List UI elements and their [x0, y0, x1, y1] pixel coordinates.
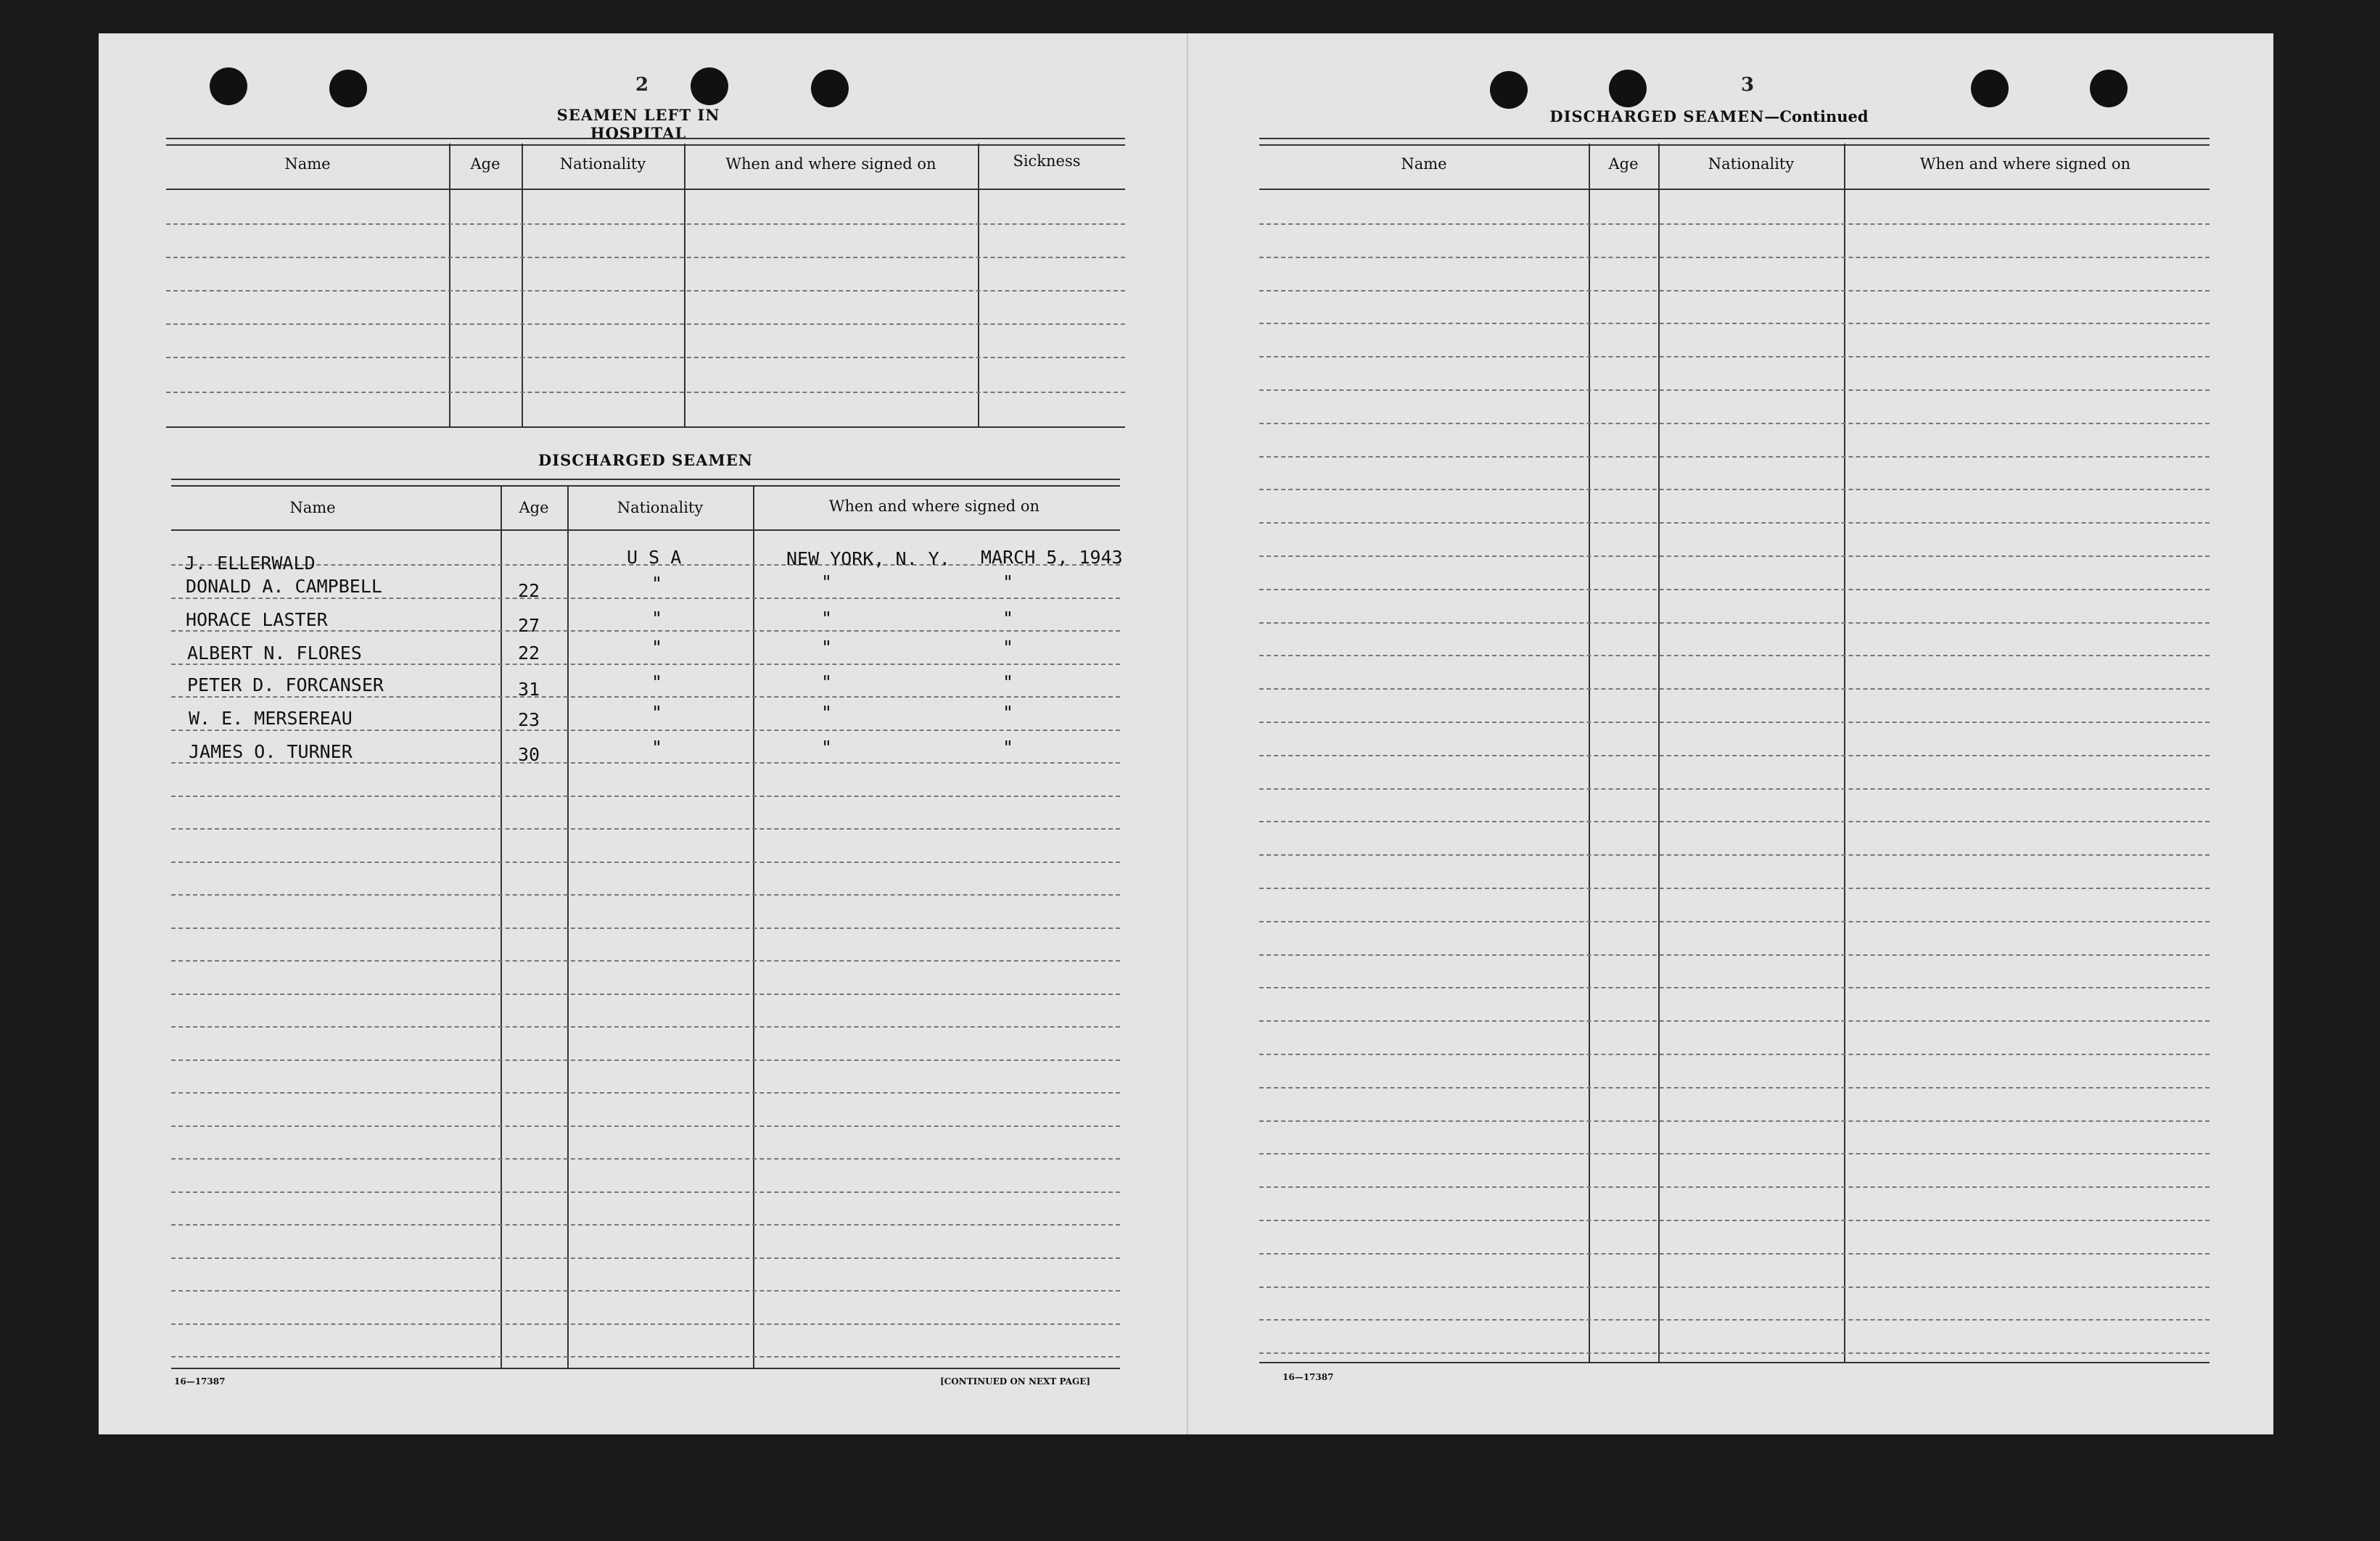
- seaman-signed-place: ": [821, 672, 833, 693]
- seaman-signed-date: MARCH 5, 1943: [981, 547, 1123, 568]
- ruled-line: [1259, 987, 2210, 988]
- seaman-signed-date: ": [1002, 702, 1014, 723]
- page-fold: [1187, 33, 1188, 1434]
- ruled-line: [1259, 223, 2210, 225]
- right-title-suffix: —Continued: [1764, 107, 1869, 125]
- ruled-line: [1259, 589, 2210, 590]
- punch-hole: [1971, 70, 2009, 107]
- seaman-nationality: U S A: [627, 547, 682, 568]
- ruled-line: [1259, 854, 2210, 856]
- discharged-header-rule: [171, 529, 1120, 531]
- seaman-age: 22: [518, 580, 540, 601]
- seaman-nationality: ": [651, 702, 663, 723]
- right-title-main: DISCHARGED SEAMEN: [1549, 107, 1765, 125]
- punch-hole: [1609, 70, 1647, 107]
- ruled-line: [171, 1323, 1120, 1325]
- discharged-col-signed-on: When and where signed on: [828, 497, 1040, 515]
- hospital-row-line: [166, 323, 1125, 325]
- hospital-row-line: [166, 357, 1125, 358]
- ruled-line: [171, 862, 1120, 863]
- ruled-line: [1259, 1054, 2210, 1055]
- right-col-signed-on: When and where signed on: [1919, 155, 2131, 173]
- hospital-row-line: [166, 290, 1125, 292]
- right-col-name: Name: [1401, 155, 1447, 173]
- seaman-name: JAMES O. TURNER: [189, 741, 353, 762]
- ruled-line: [1259, 456, 2210, 458]
- ruled-line: [171, 1125, 1120, 1127]
- ruled-line: [171, 1158, 1120, 1160]
- hospital-col-divider: [522, 144, 523, 426]
- hospital-row-line: [166, 223, 1125, 225]
- ruled-line: [171, 664, 1120, 665]
- ruled-line: [1259, 1220, 2210, 1221]
- ruled-line: [1259, 1087, 2210, 1088]
- seaman-signed-place: ": [821, 737, 833, 758]
- hospital-section-title: SEAMEN LEFT IN HOSPITAL: [556, 106, 720, 142]
- ruled-line: [1259, 921, 2210, 922]
- hospital-col-nationality: Nationality: [559, 155, 646, 173]
- ruled-line: [171, 1059, 1120, 1061]
- ruled-line: [1259, 1186, 2210, 1188]
- ruled-line: [171, 730, 1120, 731]
- seaman-age: 30: [518, 744, 540, 765]
- left-page-number: 2: [635, 74, 649, 96]
- ruled-line: [171, 762, 1120, 764]
- hospital-col-signed-on: When and where signed on: [725, 155, 936, 173]
- hospital-header-rule: [166, 189, 1125, 190]
- ruled-line: [1259, 1319, 2210, 1321]
- discharged-table-top-rule: [171, 479, 1120, 487]
- right-form-number: 16—17387: [1282, 1372, 1334, 1382]
- discharged-col-nationality: Nationality: [617, 499, 704, 516]
- hospital-table-top-rule: [166, 138, 1125, 146]
- hospital-row-line: [166, 392, 1125, 393]
- seaman-signed-place: NEW YORK, N. Y.: [786, 548, 950, 569]
- ruled-line: [1259, 1253, 2210, 1255]
- ruled-line: [1259, 489, 2210, 490]
- hospital-table-bottom-rule: [166, 426, 1125, 428]
- ruled-line: [1259, 423, 2210, 424]
- seaman-name: PETER D. FORCANSER: [187, 674, 384, 695]
- ruled-line: [1259, 1153, 2210, 1154]
- ruled-line: [1259, 555, 2210, 557]
- seaman-name: J. ELLERWALD: [184, 553, 316, 574]
- hospital-col-sickness: Sickness: [1013, 152, 1081, 170]
- ruled-line: [1259, 655, 2210, 656]
- right-col-divider: [1589, 144, 1590, 1362]
- ruled-line: [171, 598, 1120, 599]
- right-page-number: 3: [1741, 74, 1755, 96]
- seaman-signed-date: ": [1002, 637, 1014, 658]
- ruled-line: [171, 993, 1120, 995]
- punch-hole: [329, 70, 367, 107]
- seaman-signed-place: ": [821, 637, 833, 658]
- seaman-nationality: ": [651, 608, 663, 629]
- ruled-line: [1259, 323, 2210, 324]
- ruled-line: [1259, 389, 2210, 391]
- discharged-table-bottom-rule: [171, 1368, 1120, 1369]
- ruled-line: [1259, 755, 2210, 756]
- left-form-number: 16—17387: [174, 1376, 226, 1387]
- discharged-section-title: DISCHARGED SEAMEN: [538, 451, 753, 469]
- seaman-signed-date: ": [1002, 571, 1014, 592]
- ruled-line: [171, 1290, 1120, 1292]
- punch-hole: [811, 70, 849, 107]
- right-col-divider: [1844, 144, 1845, 1362]
- seaman-signed-date: ": [1002, 737, 1014, 758]
- hospital-col-divider: [978, 144, 979, 426]
- seaman-name: DONALD A. CAMPBELL: [186, 576, 382, 597]
- ruled-line: [171, 1356, 1120, 1358]
- discharged-col-name: Name: [289, 499, 336, 516]
- seaman-age: 23: [518, 709, 540, 730]
- ruled-line: [1259, 1352, 2210, 1354]
- seaman-nationality: ": [651, 737, 663, 758]
- ruled-line: [171, 796, 1120, 797]
- ruled-line: [171, 928, 1120, 929]
- ruled-line: [171, 1191, 1120, 1193]
- ruled-line: [1259, 1120, 2210, 1122]
- right-table-top-rule: [1259, 138, 2210, 146]
- discharged-col-age: Age: [519, 499, 549, 516]
- ruled-line: [1259, 257, 2210, 258]
- ruled-line: [1259, 522, 2210, 524]
- seaman-name: W. E. MERSEREAU: [189, 708, 353, 729]
- right-col-nationality: Nationality: [1708, 155, 1795, 173]
- punch-hole: [210, 67, 247, 105]
- hospital-col-age: Age: [470, 155, 501, 173]
- ruled-line: [1259, 1286, 2210, 1288]
- right-section-title: [1528, 107, 1890, 125]
- seaman-age: 22: [518, 643, 540, 664]
- ruled-line: [171, 960, 1120, 962]
- document-sheet: [99, 33, 2273, 1434]
- seaman-signed-place: ": [821, 702, 833, 723]
- ruled-line: [1259, 688, 2210, 690]
- ruled-line: [171, 630, 1120, 632]
- ruled-line: [1259, 356, 2210, 358]
- ruled-line: [1259, 888, 2210, 889]
- ruled-line: [1259, 954, 2210, 956]
- ruled-line: [1259, 788, 2210, 790]
- ruled-line: [171, 1224, 1120, 1226]
- hospital-col-divider: [684, 144, 685, 426]
- ruled-line: [1259, 622, 2210, 624]
- seaman-signed-date: ": [1002, 608, 1014, 629]
- ruled-line: [1259, 1020, 2210, 1022]
- ruled-line: [1259, 821, 2210, 822]
- right-header-rule: [1259, 189, 2210, 190]
- ruled-line: [171, 1257, 1120, 1259]
- ruled-line: [171, 894, 1120, 896]
- punch-hole: [2090, 70, 2128, 107]
- ruled-line: [1259, 722, 2210, 723]
- right-col-age: Age: [1608, 155, 1639, 173]
- ruled-line: [171, 828, 1120, 830]
- seaman-nationality: ": [651, 637, 663, 658]
- seaman-name: HORACE LASTER: [186, 609, 328, 630]
- hospital-col-name: Name: [284, 155, 331, 173]
- punch-hole: [691, 67, 728, 105]
- seaman-name: ALBERT N. FLORES: [187, 643, 362, 664]
- ruled-line: [171, 1026, 1120, 1028]
- seaman-signed-place: ": [821, 571, 833, 592]
- ruled-line: [171, 1092, 1120, 1094]
- ruled-line: [171, 696, 1120, 698]
- seaman-signed-date: ": [1002, 672, 1014, 693]
- ruled-line: [1259, 290, 2210, 292]
- hospital-col-divider: [449, 144, 450, 426]
- seaman-age: 27: [518, 615, 540, 636]
- continued-note: [CONTINUED ON NEXT PAGE]: [940, 1376, 1091, 1387]
- seaman-nationality: ": [651, 672, 663, 693]
- right-col-divider: [1658, 144, 1660, 1362]
- right-table-bottom-rule: [1259, 1362, 2210, 1363]
- seaman-age: 31: [518, 679, 540, 700]
- seaman-signed-place: ": [821, 608, 833, 629]
- punch-hole: [1490, 71, 1528, 109]
- hospital-row-line: [166, 257, 1125, 258]
- seaman-nationality: ": [651, 573, 663, 594]
